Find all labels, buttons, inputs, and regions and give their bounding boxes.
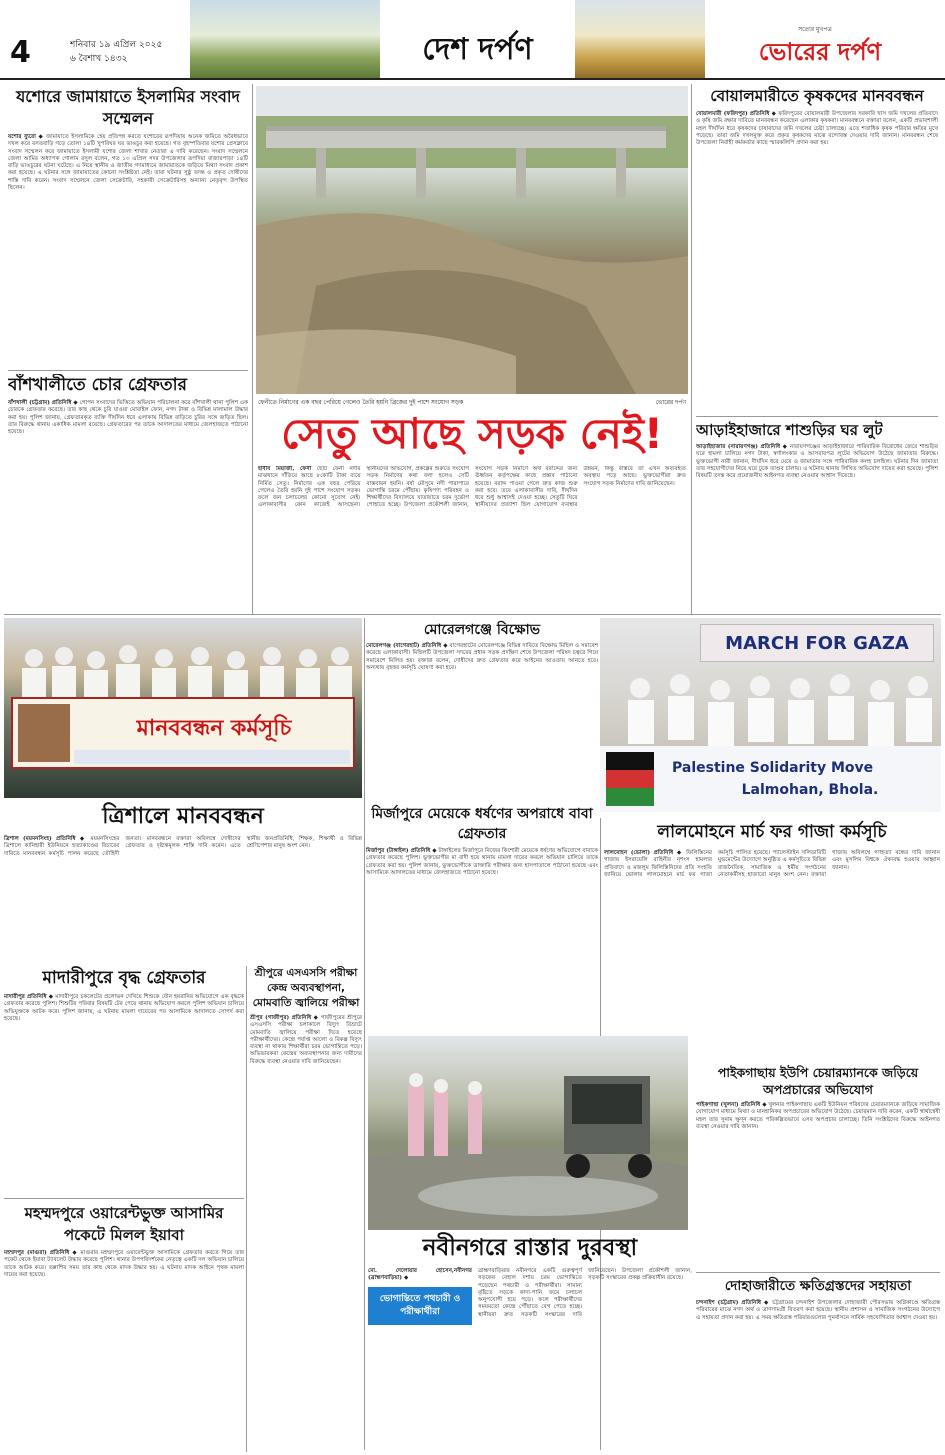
bridge-photo-caption: ফেনীতে নির্মাণের এক বছর পেরিয়ে গেলেও তৈরি হয়নি ব্রিজের দুই পাশে সংযোগ সড়ক — [258, 399, 464, 406]
body-nabinagar — [368, 1268, 692, 1325]
brand-logo: ভোরের দর্পণ — [758, 38, 882, 66]
text-jessore: জামায়াতে ইসলামিকে হেয় প্রতিপন্ন করতে যশোরের রূপদিয়ায় অনেক জমিতে অবৈধভাবে দখল করে বসতবাড়ি গড়ে তোলা ১৪টি খুপরিঘর ঘর ভাঙচুর করা হয়েছে। গত বৃহস্পতিবার যশোর প্রেসক্লাবে সংবাদ সম্মেলন করে জামায়াতে ইসলামী যশোর জেলা শাখার নেতারা এ দাবি করেছেন। সংবাদ সম্মেলনে জেলা আমির অধ্যাপক গোলাম রসুল বলেন, গত ১৩ এপ্রিল সদর উপজেলার রূপদিয়া বাজারপাড়া ১৪টি বাড়ি ভাঙচুরের ঘটনা ঘটেছে। এ নিয়ে স্থানীয় ও জাতীয় গণমাধ্যমে জামায়াতকে জড়িয়ে মিথ্যা সংবাদ প্রকাশ করা হয়েছে। এ ঘটনার সঙ্গে জামায়াতের কোনো সংশ্লিষ্টতা নেই। তারা ঘটনার সুষ্ঠু তদন্ত ও প্রকৃত দোষীদের শাস্তি দাবি করেন। সংবাদ সম্মেলনে জেলা সেক্রেটারি, সহকারী সেক্রেটারিসহ অন্যান্য নেতৃবৃন্দ উপস্থিত ছিলেন। — [8, 134, 248, 192]
body-mirzapur — [366, 848, 598, 877]
human-chain-photo — [4, 618, 362, 798]
rule-top-left — [252, 84, 253, 614]
headline-morelganj: মোরেলগঞ্জে বিক্ষোভ — [423, 622, 541, 638]
human-chain-banner-text: মানববন্ধন কর্মসূচি — [136, 716, 292, 741]
rule-mid — [4, 614, 941, 615]
section-title: দেশ দর্পণ — [422, 32, 533, 67]
text-sreepur: গাজীপুরের শ্রীপুরে এসএসসি পরীক্ষা চলাকালে বিদ্যুৎ বিভ্রাটে মোমবাতি জ্বালিয়ে পরীক্ষা দিতে হয়েছে পরীক্ষার্থীদের। কেন্দ্রে পর্যাপ্ত আলো ও বিকল্প বিদ্যুৎ ব্যবস্থা না থাকায় শিক্ষার্থীরা চরম ভোগান্তিতে পড়ে। অভিভাবকরা কেন্দ্রের অব্যবস্থাপনার জন্য দায়ীদের বিরুদ্ধে ব্যবস্থা নেওয়ার দাবি জানিয়েছেন। — [250, 1015, 362, 1065]
text-banshkhali: গোপন সংবাদের ভিত্তিতে অভিযান পরিচালনা করে বাঁশখালী থানা পুলিশ এক চোরকে গ্রেফতার করেছে। তার কাছ থেকে চুরি যাওয়া মোবাইল ফোন, নগদ টাকা ও বিভিন্ন মালামাল উদ্ধার করা হয়। পুলিশ জানায়, গ্রেফতারকৃত ব্যক্তি দীর্ঘদিন ধরে এলাকায় বিভিন্ন বাড়িতে চুরির সঙ্গে জড়িত ছিল। তার বিরুদ্ধে থানায় একাধিক মামলা রয়েছে। গ্রেফতারের পর তাকে আদালতের মাধ্যমে জেলহাজতে পাঠানো হয়েছে। — [8, 400, 248, 436]
headline-boalmari: বোয়ালমারীতে কৃষকদের মানববন্ধন — [710, 87, 924, 105]
dateline-araihazar: আড়াইহাজার (নারায়ণগঞ্জ) প্রতিনিধি ◆ — [696, 444, 788, 450]
headline-banshkhali: বাঁশখালীতে চোর গ্রেফতার — [8, 375, 187, 395]
body-morelganj — [366, 643, 598, 672]
dateline-mohammadpur: মহম্মদপুর (মাগুরা) প্রতিনিধি ◆ — [4, 1250, 78, 1256]
byline-main: হাবীব মিয়াজী, ফেনী — [258, 466, 312, 472]
text-nabinagar: ব্রাহ্মণবাড়িয়ার নবীনগরে একটি গুরুত্বপূর্ণ সড়কের বেহাল দশায় চরম ভোগান্তিতে পড়েছেন পথচারী ও পরীক্ষার্থীরা। সামান্য বৃষ্টিতে সড়কে কাদা-পানি জমে চলাচল অনুপযোগী হয়ে পড়ে। ফলে পরীক্ষার্থীদের সময়মতো কেন্দ্রে পৌঁছাতে বেগ পেতে হচ্ছে। স্থানীয়রা দ্রুত সড়কটি সংস্কারের দাবি জানিয়েছেন। উপজেলা প্রকৌশলী জানান, সড়কটি সংস্কারের প্রকল্প প্রক্রিয়াধীন রয়েছে। — [478, 1268, 692, 1318]
march-banner-line1: Palestine Solidarity Move — [672, 760, 874, 776]
date-line-1: শনিবার ১৯ এপ্রিল ২০২৫ — [70, 40, 163, 50]
body-trishal — [4, 836, 362, 858]
dateline-morelganj: মোরেলগঞ্জ (বাগেরহাট) প্রতিনিধি ◆ — [366, 643, 448, 649]
body-dohazari — [696, 1300, 940, 1322]
subhead-nabinagar-box — [368, 1287, 472, 1325]
dateline-dohazari: চন্দনাইশ (চট্টগ্রাম) প্রতিনিধি ◆ — [696, 1300, 770, 1306]
header-photo-strip-right — [575, 0, 705, 78]
body-jessore — [8, 134, 248, 192]
body-sreepur — [250, 1015, 362, 1066]
story-araihazar — [696, 420, 938, 612]
road-illustration — [368, 1036, 688, 1230]
page-header — [0, 0, 945, 80]
page-number: 4 — [10, 36, 31, 70]
story-mirzapur — [366, 804, 598, 1032]
story-lalmohan — [604, 818, 940, 1058]
text-lalmohan: ফিলিস্তিনের গাজায় ইসরায়েলি বাহিনীর নৃশংস হামলার প্রতিবাদে ও মজলুম ফিলিস্তিনিদের প্রতি সংহতি জানিয়ে ভোলার লালমোহনে মার্চ ফর গাজা কর্মসূচি পালিত হয়েছে। প্যালেস্টাইন সলিডারিটি মুভমেন্টের উদ্যোগে অনুষ্ঠিত এ কর্মসূচিতে বিভিন্ন রাজনৈতিক, সামাজিক ও ধর্মীয় সংগঠনের নেতাকর্মীসহ হাজারো মানুষ অংশ নেন। বক্তারা গাজায় অবিলম্বে গণহত্যা বন্ধের দাবি জানান এবং মুসলিম বিশ্বকে ঐক্যবদ্ধ হওয়ার আহ্বান জানান। — [604, 850, 940, 878]
header-photo-strip-left — [190, 0, 380, 78]
date-line-2: ৬ বৈশাখ ১৪৩২ — [70, 54, 128, 64]
text-paikgachha: খুলনার পাইকগাছায় একটি ইউনিয়ন পরিষদের চেয়ারম্যানকে জড়িয়ে সামাজিক যোগাযোগ মাধ্যমে মিথ্যা ও মানহানিকর অপপ্রচারের অভিযোগ উঠেছে। চেয়ারম্যান দাবি করেন, একটি স্বার্থান্বেষী মহল তার সুনাম ক্ষুণ্ন করতে পরিকল্পিতভাবে এসব অপপ্রচার চালাচ্ছে। তিনি সংশ্লিষ্টদের বিরুদ্ধে আইনগত ব্যবস্থা নেওয়ার দাবি জানান। — [696, 1102, 940, 1130]
story-nabinagar — [368, 1232, 692, 1452]
story-mohammadpur — [4, 1202, 244, 1452]
text-madaripur: মাদারীপুরে চকলেটের প্রলোভন দেখিয়ে শিশুকে যৌন হয়রানির অভিযোগে এক বৃদ্ধকে গ্রেফতার করেছে পুলিশ। শিশুটির পরিবার বিষয়টি টের পেয়ে থানায় অভিযোগ করলে পুলিশ অভিযান চালিয়ে অভিযুক্তকে আটক করে। পুলিশ জানায়, এ ঘটনায় মামলা দায়েরের পর আসামিকে আদালতে সোপর্দ করা হয়েছে। — [4, 994, 244, 1022]
rule-mid-a — [364, 618, 365, 1450]
story-madaripur — [4, 966, 244, 1196]
body-boalmari — [696, 111, 938, 147]
dateline-banshkhali: বাঁশখালী (চট্টগ্রাম) প্রতিনিধি ◆ — [8, 400, 78, 406]
headline-sreepur: শ্রীপুরে এসএসসি পরীক্ষা কেন্দ্র অব্যবস্থাপনা, মোমবাতি জ্বালিয়ে পরীক্ষা — [252, 967, 360, 1009]
text-morelganj: বাগেরহাটের মোরেলগঞ্জে বিভিন্ন দাবিতে বিক্ষোভ মিছিল ও সমাবেশ করেছে এলাকাবাসী। মিছিলটি উপজেলা সদরের প্রধান সড়ক প্রদক্ষিণ শেষে উপজেলা পরিষদ চত্বরে গিয়ে সমাবেশে মিলিত হয়। বক্তারা বলেন, দোষীদের দ্রুত গ্রেফতার করে আইনের আওতায় আনতে হবে। অন্যথায় বৃহত্তর কর্মসূচি ঘোষণা করা হবে। — [366, 643, 598, 671]
headline-mirzapur: মির্জাপুরে মেয়েকে ধর্ষণের অপরাধে বাবা গ্রেফতার — [371, 806, 593, 842]
march-banner-top-text: MARCH FOR GAZA — [725, 633, 909, 654]
headline-madaripur: মাদারীপুরে বৃদ্ধ গ্রেফতার — [42, 968, 206, 988]
subhead-nabinagar: ভোগান্তিতে পথচারী ও পরীক্ষার্থীরা — [379, 1293, 461, 1317]
story-morelganj — [366, 620, 598, 800]
march-for-gaza-photo — [600, 618, 941, 812]
story-jessore — [8, 86, 248, 368]
headline-araihazar: আড়াইহাজারে শাশুড়ির ঘর লুট — [696, 421, 883, 439]
rule-right-1 — [696, 416, 938, 417]
text-dohazari: চট্টগ্রামের চন্দনাইশ উপজেলার দোহাজারী পৌরসভায় অগ্নিকাণ্ডে ক্ষতিগ্রস্ত পরিবারের মাঝে নগদ অর্থ ও ত্রাণসামগ্রী বিতরণ করা হয়েছে। স্থানীয় প্রশাসন ও সামাজিক সংগঠনের উদ্যোগে এ সহায়তা প্রদান করা হয়। এ সময় ক্ষতিগ্রস্ত পরিবারগুলোর পুনর্বাসনে সার্বিক সহযোগিতার আশ্বাস দেওয়া হয়। — [696, 1300, 940, 1321]
dateline-lalmohan: লালমোহন (ভোলা) প্রতিনিধি ◆ — [604, 850, 683, 856]
story-sreepur — [250, 966, 362, 1452]
story-boalmari — [696, 86, 938, 414]
headline-nabinagar: নবীনগরে রাস্তার দুরবস্থা — [422, 1235, 638, 1261]
rule-top-right — [691, 84, 692, 614]
dateline-mirzapur: মির্জাপুর (টাঙ্গাইল) প্রতিনিধি ◆ — [366, 848, 437, 854]
dateline-trishal: ত্রিশাল (ময়মনসিংহ) প্রতিনিধি ◆ — [4, 836, 87, 842]
dateline-jessore: যশোর ব্যুরো ◆ — [8, 134, 44, 140]
body-lalmohan — [604, 850, 940, 879]
body-banshkhali — [8, 400, 248, 436]
rule-left-1 — [8, 370, 248, 371]
headline-main: সেতু আছে সড়ক নেই! — [281, 409, 663, 458]
story-banshkhali — [8, 374, 248, 610]
dateline-sreepur: শ্রীপুর (গাজীপুর) প্রতিনিধি ◆ — [250, 1015, 319, 1021]
story-paikgachha — [696, 1064, 940, 1272]
brand-tagline: সত্যের মুখপত্র — [798, 26, 832, 33]
body-main — [258, 466, 686, 612]
headline-trishal: ত্রিশালে মানববন্ধন — [102, 804, 264, 829]
dateline-madaripur: মাদারীপুর প্রতিনিধি ◆ — [4, 994, 54, 1000]
body-paikgachha — [696, 1102, 940, 1131]
headline-paikgachha: পাইকগাছায় ইউপি চেয়ারম্যানকে জড়িয়ে অপপ্রচারের অভিযোগ — [717, 1065, 919, 1097]
road-photo — [368, 1036, 688, 1230]
text-mohammadpur: মাগুরার মহম্মদপুরে ওয়ারেন্টভুক্ত আসামিকে গ্রেফতার করতে গিয়ে তার পকেট থেকে ইয়াবা ট্যাবলেট উদ্ধার করেছে পুলিশ। থানার উপপরিদর্শকের নেতৃত্বে একটি দল অভিযান চালিয়ে তাকে আটক করে। তল্লাশির সময় তার কাছ থেকে মাদক উদ্ধার হয়। এ ঘটনায় মাদক আইনে পৃথক মামলা দায়ের করা হয়েছে। — [4, 1250, 244, 1278]
text-boalmari: ফরিদপুরের বোয়ালমারী উপজেলার সরকারি খাস জমি দখলের প্রতিবাদে ও কৃষি জমি রক্ষার দাবিতে মানববন্ধন করেছেন এলাকার কৃষকরা। মানববন্ধনে বক্তারা বলেন, একটি প্রভাবশালী মহল দীর্ঘদিন ধরে কৃষকদের চাষাবাদের জমি দখলের চেষ্টা চালাচ্ছে। এতে শতাধিক কৃষক পরিবার ক্ষতির মুখে পড়েছে। তারা জমি দখলমুক্ত করে প্রকৃত কৃষকদের মাঝে বন্দোবস্ত দেওয়ার দাবি জানান। মানববন্ধন শেষে উপজেলা নির্বাহী কর্মকর্তার কাছে স্মারকলিপি প্রদান করা হয়। — [696, 111, 938, 147]
story-dohazari — [696, 1276, 940, 1452]
march-banner-line2: Lalmohan, Bhola. — [741, 782, 879, 798]
rule-lower-right — [696, 1272, 940, 1273]
dateline-nabinagar: মো. দেলোয়ার হোসেন,নবীনগর (ব্রাহ্মণবাড়িয়া) ◆ — [368, 1268, 472, 1282]
dateline-paikgachha: পাইকগাছা (খুলনা) প্রতিনিধি ◆ — [696, 1102, 767, 1108]
headline-dohazari: দোহাজারীতে ক্ষতিগ্রস্তদের সহায়তা — [724, 1278, 912, 1294]
headline-lalmohan: লালমোহনে মার্চ ফর গাজা কর্মসূচি — [657, 822, 887, 842]
body-mohammadpur — [4, 1250, 244, 1279]
text-araihazar: নারায়ণগঞ্জের আড়াইহাজারে পারিবারিক বিরোধের জেরে শাশুড়ির ঘরে হামলা চালিয়ে নগদ টাকা, স্বর্ণালংকার ও আসবাবপত্র লুটের অভিযোগ উঠেছে জামাতার বিরুদ্ধে। ভুক্তভোগী নারী জানান, দীর্ঘদিন ধরে মেয়ে ও জামাতার সঙ্গে পারিবারিক কলহ চলছিল। ঘটনার দিন জামাতা তার সহযোগীদের নিয়ে ঘরে ঢুকে তাণ্ডব চালায়। এ ঘটনায় থানায় লিখিত অভিযোগ দায়ের করা হয়েছে। পুলিশ বিষয়টি তদন্ত করে প্রয়োজনীয় আইনগত ব্যবস্থা নেওয়ার আশ্বাস দিয়েছে। — [696, 444, 938, 480]
crowd-illustration — [4, 618, 362, 798]
rule-lower-left — [4, 1198, 244, 1199]
text-trishal: ময়মনসিংহের ত্রিশালে কানিহারী ইউনিয়নে হত্যাকাণ্ডের বিচারের দাবিতে মানববন্ধন কর্মসূচি পালন করেছে তৌহিদী জনতা। মানববন্ধনে বক্তারা অবিলম্বে দোষীদের গ্রেফতার ও দৃষ্টান্তমূলক শাস্তি দাবি করেন। এতে স্থানীয় জনপ্রতিনিধি, শিক্ষক, শিক্ষার্থী ও বিভিন্ন শ্রেণিপেশার মানুষ অংশ নেন। — [4, 836, 362, 857]
story-trishal — [4, 802, 362, 962]
headline-mohammadpur: মহম্মদপুরে ওয়ারেন্টভুক্ত আসামির পকেটে মিলল ইয়াবা — [24, 1204, 224, 1244]
text-mirzapur: টাঙ্গাইলের মির্জাপুরে নিজের কিশোরী মেয়েকে ধর্ষণের অভিযোগে বাবাকে গ্রেফতার করেছে পুলিশ। ভুক্তভোগীর মা বাদী হয়ে থানায় মামলা দায়ের করলে অভিযান চালিয়ে তাকে গ্রেফতার করা হয়। পুলিশ জানায়, ভুক্তভোগীকে ডাক্তারি পরীক্ষার জন্য হাসপাতালে পাঠানো হয়েছে এবং আসামিকে আদালতের মাধ্যমে জেলহাজতে পাঠানো হয়েছে। — [366, 848, 598, 876]
text-main: ছোট ফেনী নদীর মাঝখানে দাঁড়িয়ে আছে ৮কোটি টাকা ব্যয়ে নির্মিত সেতু। নির্মাণের এক বছর পেরিয়ে গেলেও তৈরি হয়নি দুই পাশে সংযোগ সড়ক। ফলে জন চলাচলের কোনো সুযোগ নেই। এলাকাবাসীর কোন কাজেই আসছেনা। স্থানীয়দের অভিযোগ, প্রকল্পের শুরুতে সংযোগ সড়ক নির্মাণের কথা বলা হলেও সেটি বাস্তবায়ন হয়নি। বর্ষা মৌসুমে নদী পারাপারে ভোগান্তি চরমে পৌঁছায়। কৃষিপণ্য পরিবহন ও শিক্ষার্থীদের বিদ্যালয়ে যাতায়াতে চরম দুর্ভোগ পোহাতে হচ্ছে। উপজেলা প্রকৌশলী জানান, সংযোগ সড়ক নির্মাণে অর্থ বরাদ্দের জন্য ঊর্ধ্বতন কর্তৃপক্ষের কাছে প্রস্তাব পাঠানো হয়েছে। বরাদ্দ পাওয়া গেলে দ্রুত কাজ শুরু করা হবে। তবে এলাকাবাসীর দাবি, দীর্ঘদিন ধরে শুধু আশ্বাসই দেওয়া হচ্ছে। সেতুটি ঘিরে স্থানীয়দের প্রত্যাশা ছিল যোগাযোগ ব্যবস্থার উন্নয়ন, কিন্তু বাস্তবে তা এখন অব্যবহৃত অবস্থায় পড়ে আছে। ভুক্তভোগীরা দ্রুত সংযোগ সড়ক নির্মাণের দাবি জানিয়েছেন। — [258, 466, 686, 509]
bridge-photo — [256, 86, 688, 394]
bridge-illustration — [256, 86, 688, 394]
rule-lower-left-v — [246, 966, 247, 1452]
dateline-boalmari: বোয়ালমারী (ফরিদপুর) প্রতিনিধি ◆ — [696, 111, 777, 117]
body-araihazar — [696, 444, 938, 480]
body-madaripur — [4, 994, 244, 1023]
bridge-photo-credit: ভোরের দর্পণ — [655, 399, 686, 406]
headline-jessore: যশোরে জামায়াতে ইসলামির সংবাদ সম্মেলন — [16, 87, 240, 128]
